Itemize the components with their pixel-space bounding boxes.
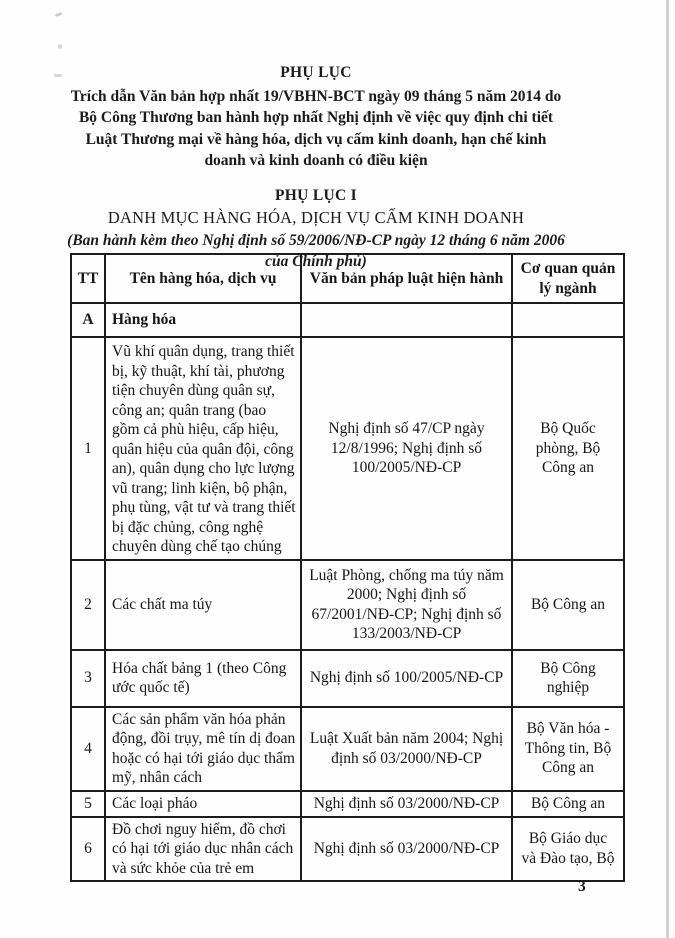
intro-line: Luật Thương mại về hàng hóa, dịch vụ cấm kinh doanh, hạn chế kinh [85, 130, 547, 148]
cell-tt: 4 [71, 707, 105, 791]
cell-tt: 2 [71, 560, 105, 650]
appendix-note-line: của Chính phủ) [265, 252, 367, 270]
cell-name: Các loại pháo [105, 791, 301, 817]
cell-name: Đồ chơi nguy hiểm, đồ chơi có hại tới giáo dục nhân cách và sức khỏe của trẻ em [105, 817, 301, 882]
appendix-title: PHỤ LỤC I [275, 186, 357, 204]
table-row [71, 707, 624, 791]
scan-speck [55, 12, 63, 17]
table-row [71, 650, 624, 707]
cell-tt: A [71, 303, 105, 337]
appendix-subtitle: DANH MỤC HÀNG HÓA, DỊCH VỤ CẤM KINH DOANH [107, 208, 525, 227]
intro-line: doanh và kinh doanh có điều kiện [204, 152, 428, 169]
page-number: 3 [578, 878, 586, 895]
cell-agency: Bộ Công nghiệp [512, 650, 624, 707]
table-row-section-a [71, 303, 624, 337]
cell-legal: Nghị định số 47/CP ngày 12/8/1996; Nghị định số 100/2005/NĐ-CP [301, 337, 512, 560]
cell-agency: Bộ Công an [512, 560, 624, 650]
cell-tt: 3 [71, 650, 105, 707]
cell-name: Vũ khí quân dụng, trang thiết bị, kỹ thuật, khí tài, phương tiện chuyên dùng quân sự, công an; quân trang (bao gồm cả phù hiệu, cấp hiệu, quân hiệu của quân đội, công an), quân dụng cho lực lượng vũ trang; linh kiện, bộ phận, phụ tùng, vật tư và trang thiết bị đặc chủng, công nghệ chuyên dùng chế tạo chúng [105, 337, 301, 560]
document-title: PHỤ LỤC [280, 64, 352, 81]
appendix-note-line: (Ban hành kèm theo Nghị định số 59/2006/NĐ-CP ngày 12 tháng 6 năm 2006 [67, 231, 565, 249]
intro-paragraph [36, 86, 596, 172]
cell-agency: Bộ Công an [512, 791, 624, 817]
cell-legal: Luật Xuất bản năm 2004; Nghị định số 03/2000/NĐ-CP [301, 707, 512, 791]
table-row [71, 817, 624, 882]
cell-legal: Luật Phòng, chống ma túy năm 2000; Nghị định số 67/2001/NĐ-CP; Nghị định số 133/2003/NĐ-CP [301, 560, 512, 650]
cell-name: Hàng hóa [105, 303, 301, 337]
cell-legal: Nghị định số 03/2000/NĐ-CP [301, 817, 512, 882]
header-tt: TT [71, 254, 105, 303]
prohibited-goods-table [70, 253, 625, 882]
table-row [71, 791, 624, 817]
cell-agency: Bộ Quốc phòng, Bộ Công an [512, 337, 624, 560]
table-row [71, 337, 624, 560]
scan-speck [58, 44, 62, 49]
cell-name: Các sản phẩm văn hóa phản động, đồi trụy, mê tín dị đoan hoặc có hại tới giáo dục thẩm mỹ, nhân cách [105, 707, 301, 791]
cell-agency: Bộ Văn hóa - Thông tin, Bộ Công an [512, 707, 624, 791]
cell-tt: 1 [71, 337, 105, 560]
document-header [36, 62, 596, 272]
cell-legal: Nghị định số 03/2000/NĐ-CP [301, 791, 512, 817]
cell-agency: Bộ Giáo dục và Đào tạo, Bộ [512, 817, 624, 882]
intro-line: Trích dẫn Văn bản hợp nhất 19/VBHN-BCT ngày 09 tháng 5 năm 2014 do [70, 87, 562, 105]
cell-name: Hóa chất bảng 1 (theo Công ước quốc tế) [105, 650, 301, 707]
cell-tt: 6 [71, 817, 105, 882]
table-row [71, 560, 624, 650]
cell-tt: 5 [71, 791, 105, 817]
header-managing-agency: Cơ quan quản lý ngành [512, 254, 624, 303]
cell-legal: Nghị định số 100/2005/NĐ-CP [301, 650, 512, 707]
cell-agency [512, 303, 624, 337]
cell-legal [301, 303, 512, 337]
table-header-row [71, 254, 624, 303]
header-goods-name: Tên hàng hóa, dịch vụ [105, 254, 301, 303]
intro-line: Bộ Công Thương ban hành hợp nhất Nghị định về việc quy định chi tiết [78, 109, 554, 126]
cell-name: Các chất ma túy [105, 560, 301, 650]
scan-edge-artifact [666, 0, 669, 938]
header-legal-document: Văn bản pháp luật hiện hành [301, 254, 512, 303]
